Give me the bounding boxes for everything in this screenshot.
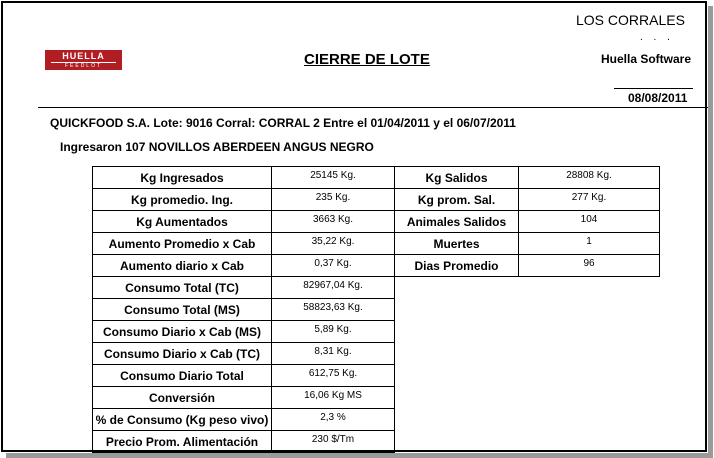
- stat-value: 235 Kg.: [271, 188, 395, 211]
- stat-value: 5,89 Kg.: [271, 320, 395, 343]
- stat-label: Kg prom. Sal.: [394, 188, 519, 211]
- stat-value: 612,75 Kg.: [271, 364, 395, 387]
- stat-value: 277 Kg.: [518, 188, 660, 211]
- stat-value: 16,06 Kg MS: [271, 386, 395, 409]
- stat-label: Kg Aumentados: [92, 210, 272, 233]
- stat-label: Kg Ingresados: [92, 166, 272, 189]
- stat-value: 96: [518, 254, 660, 277]
- stat-label: Conversión: [92, 386, 272, 409]
- stat-label: Consumo Diario Total: [92, 364, 272, 387]
- stat-label: Muertes: [394, 232, 519, 255]
- lote-info: QUICKFOOD S.A. Lote: 9016 Corral: CORRAL 2 Entre el 01/04/2011 y el 06/07/2011: [50, 116, 516, 130]
- stat-label: Consumo Diario x Cab (MS): [92, 320, 272, 343]
- frame-shadow-right: [708, 6, 713, 457]
- stat-label: Dias Promedio: [394, 254, 519, 277]
- stat-label: Kg promedio. Ing.: [92, 188, 272, 211]
- stat-label: Consumo Total (TC): [92, 276, 272, 299]
- stat-label: Animales Salidos: [394, 210, 519, 233]
- stat-value: 2,3 %: [271, 408, 395, 431]
- logo-line1: HUELLA: [62, 51, 105, 61]
- stat-label: Precio Prom. Alimentación: [92, 430, 272, 453]
- stat-label: Consumo Diario x Cab (TC): [92, 342, 272, 365]
- report-title: CIERRE DE LOTE: [304, 51, 430, 68]
- frame-shadow-bottom: [6, 453, 713, 458]
- logo-line2: FEEDLOT: [51, 62, 116, 69]
- stat-value: 230 $/Tm: [271, 430, 395, 453]
- stat-value: 1: [518, 232, 660, 255]
- stat-value: 28808 Kg.: [518, 166, 660, 189]
- stat-value: 35,22 Kg.: [271, 232, 395, 255]
- software-name: Huella Software: [601, 52, 692, 66]
- stat-label: Aumento Promedio x Cab: [92, 232, 272, 255]
- huella-feedlot-logo: [45, 50, 122, 70]
- ingreso-info: Ingresaron 107 NOVILLOS ABERDEEN ANGUS NEGRO: [60, 140, 374, 154]
- stat-label: Consumo Total (MS): [92, 298, 272, 321]
- header-separator: [38, 107, 708, 108]
- stat-value: 0,37 Kg.: [271, 254, 395, 277]
- stat-label: Kg Salidos: [394, 166, 519, 189]
- report-date: 08/08/2011: [628, 91, 688, 105]
- company-name: LOS CORRALES: [576, 12, 685, 28]
- stat-value: 58823,63 Kg.: [271, 298, 395, 321]
- stat-value: 3663 Kg.: [271, 210, 395, 233]
- stat-label: % de Consumo (Kg peso vivo): [92, 408, 272, 431]
- stat-value: 104: [518, 210, 660, 233]
- stat-label: Aumento diario x Cab: [92, 254, 272, 277]
- stat-value: 25145 Kg.: [271, 166, 395, 189]
- stat-value: 82967,04 Kg.: [271, 276, 395, 299]
- date-rule: [614, 88, 693, 89]
- company-dots: . . .: [640, 32, 674, 43]
- stat-value: 8,31 Kg.: [271, 342, 395, 365]
